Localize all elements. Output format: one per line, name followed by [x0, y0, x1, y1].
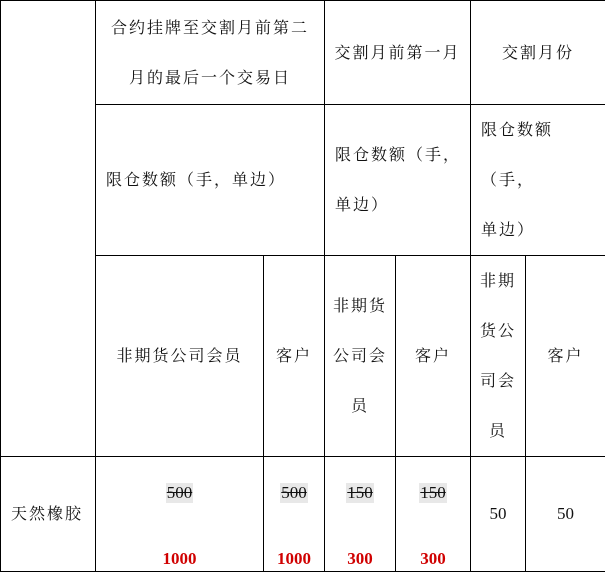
member-header-non-futures-delivery: 非期 货公 司会 员 [471, 256, 526, 457]
value-cell-non-futures-early [96, 457, 264, 572]
limit-header-early: 限仓数额（手，单边） [96, 105, 325, 256]
value-cell-client-early [264, 457, 325, 572]
old-value: 150 [420, 483, 446, 502]
new-value: 300 [420, 549, 446, 568]
value-cell-client-month-before [396, 457, 471, 572]
new-value: 300 [347, 549, 373, 568]
period-header-month-before: 交割月前第一月 [325, 1, 471, 105]
member-header-client-early: 客户 [264, 256, 325, 457]
old-value: 150 [347, 483, 373, 502]
corner-empty-cell [1, 1, 96, 457]
member-header-client-month-before: 客户 [396, 256, 471, 457]
period-header-delivery-month: 交割月份 [471, 1, 605, 105]
value-cell-non-futures-delivery [471, 457, 526, 572]
limit-header-month-before: 限仓数额（手， 单边） [325, 105, 471, 256]
old-value: 500 [166, 483, 193, 502]
limit-header-delivery-month: 限仓数额（手， 单边） [471, 105, 605, 256]
new-value: 1000 [277, 549, 311, 568]
member-header-non-futures-month-before: 非期货 公司会 员 [325, 256, 396, 457]
member-header-client-delivery: 客户 [526, 256, 605, 457]
plain-value: 50 [557, 504, 575, 523]
new-value: 1000 [162, 549, 197, 568]
product-name-cell: 天然橡胶 [1, 457, 96, 572]
plain-value: 50 [489, 504, 507, 523]
value-cell-client-delivery [526, 457, 605, 572]
period-header-early: 合约挂牌至交割月前第二 月的最后一个交易日 [96, 1, 325, 105]
old-value: 500 [281, 483, 307, 502]
member-header-non-futures-early: 非期货公司会员 [96, 256, 264, 457]
value-cell-non-futures-month-before [325, 457, 396, 572]
